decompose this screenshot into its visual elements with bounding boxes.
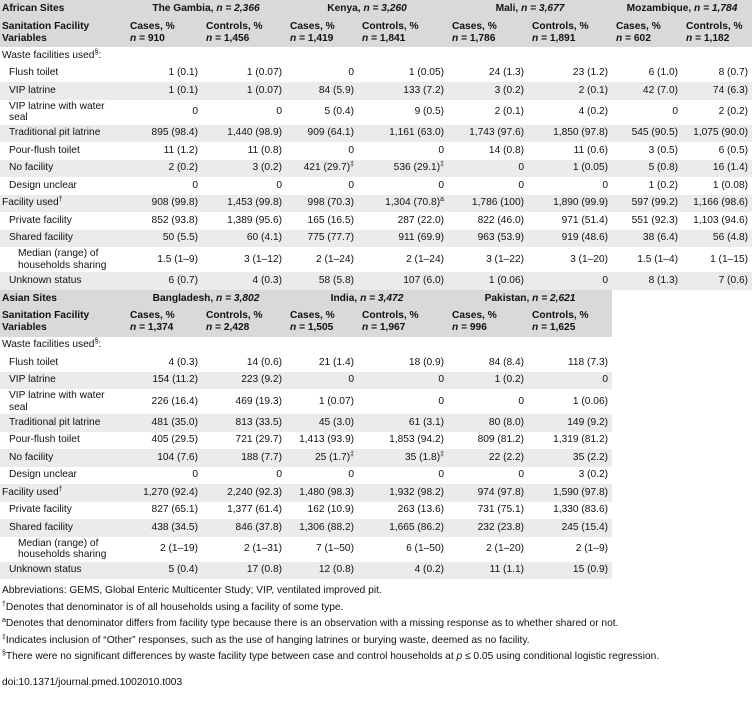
cell-value: 0 [192, 469, 198, 481]
cell-value: 6 (1–50) [406, 543, 445, 554]
table-row [0, 484, 752, 502]
cell-value: 2 (0.2) [718, 106, 749, 117]
cell-value: 6 (1.0) [648, 67, 679, 79]
column-header: Controls, % n = 1,182 [682, 18, 752, 47]
cell-value: 45 (3.0) [286, 414, 358, 432]
cell-value [202, 337, 286, 355]
cell-value: 545 (90.5) [612, 125, 682, 143]
cell-value: 0 [276, 106, 282, 117]
table-row [0, 449, 752, 467]
cell-value: 107 (6.0) [358, 272, 448, 290]
cell-value: 4 (0.3) [168, 356, 198, 368]
table-row [0, 354, 752, 372]
cell-value: 1.5 (1–4) [637, 253, 679, 265]
cell-value: 1 (0.2) [448, 372, 528, 390]
cell-value: 909 (64.1) [286, 125, 358, 143]
cell-value: 1.5 (1–9) [157, 253, 198, 265]
cell-value [358, 337, 448, 355]
asian-sites-section [0, 290, 752, 580]
table-row [0, 414, 752, 432]
row-label: Private facility [9, 214, 72, 226]
cell-value: 8 (1.3) [612, 272, 682, 290]
cell-value: 1 (0.05) [408, 67, 445, 79]
cell-value: 1 (1–15) [710, 253, 749, 265]
empty-cell [612, 389, 752, 414]
cell-value: 80 (8.0) [448, 414, 528, 432]
cell-value: 1 (0.1) [168, 67, 198, 79]
cell-value [286, 337, 358, 355]
cell-value: 2 (0.1) [528, 82, 612, 100]
empty-cell [612, 432, 752, 450]
cell-value: 58 (5.8) [286, 272, 358, 290]
cell-value: 5 (0.4) [126, 562, 202, 580]
cell-value: 1,306 (88.2) [286, 519, 358, 537]
row-label: Pour-flush toilet [9, 144, 80, 156]
row-label: Unknown status [0, 562, 126, 580]
cell-value: 61 (3.1) [358, 414, 448, 432]
row-label: Waste facilities used§: [2, 48, 102, 61]
empty-cell [612, 537, 752, 562]
cell-value: 118 (7.3) [567, 356, 609, 368]
cell-value: 1 (0.07) [318, 395, 354, 407]
cell-value: 963 (53.9) [448, 230, 528, 248]
cell-value: 60 (4.1) [202, 230, 286, 248]
row-label: VIP latrine with water seal [9, 390, 105, 413]
empty-cell [612, 467, 752, 485]
cell-value: 0 [518, 469, 525, 481]
cell-value: 597 (99.2) [612, 195, 682, 213]
doi-line: doi:10.1371/journal.pmed.1002010.t003 [2, 676, 183, 688]
footnote: $^a$Denotes that denominator differs from facility type because there is an observation with a missing response as to whether shared or not. [2, 617, 619, 629]
row-label: No facility [0, 449, 126, 467]
cell-value: 0 [438, 144, 445, 156]
site-name: Kenya, n = 3,260 [286, 0, 448, 18]
cell-value: 38 (6.4) [612, 230, 682, 248]
cell-value: 1,743 (97.6) [448, 125, 528, 143]
table-row [0, 82, 752, 100]
cell-value: 919 (48.6) [528, 230, 612, 248]
cell-value: 232 (23.8) [448, 519, 528, 537]
site-header-row [0, 0, 752, 18]
cell-value: 721 (29.7) [235, 434, 282, 446]
cell-value: 74 (6.3) [682, 82, 752, 100]
cell-value: 1 (0.08) [712, 179, 749, 191]
cell-value: 133 (7.2) [358, 82, 448, 100]
table-row [0, 125, 752, 143]
cell-value [286, 47, 358, 65]
cell-value: 2,240 (92.3) [202, 484, 286, 502]
cell-value: 1,440 (98.9) [202, 125, 286, 143]
empty-cell [612, 449, 752, 467]
cell-value: 23 (1.2) [572, 67, 609, 79]
cell-value: 1,161 (63.0) [358, 125, 448, 143]
row-label: Shared facility [0, 519, 126, 537]
cell-value: 15 (0.9) [528, 562, 612, 580]
cell-value: 287 (22.0) [397, 214, 445, 226]
cell-value: 2 (1–19) [160, 543, 198, 554]
cell-value: 846 (37.8) [202, 519, 286, 537]
cell-value: 245 (15.4) [528, 519, 612, 537]
cell-value: 18 (0.9) [408, 356, 445, 368]
table-row [0, 142, 752, 160]
cell-value: 1,786 (100) [448, 195, 528, 213]
column-header: Controls, % n = 1,456 [202, 18, 286, 47]
cell-value: 223 (9.2) [202, 372, 286, 390]
cell-value: 911 (69.9) [358, 230, 448, 248]
cell-value: 226 (16.4) [151, 395, 198, 407]
site-header-row [0, 290, 752, 308]
cell-value: 0 [438, 469, 445, 481]
row-label: Median (range) of households sharing [18, 248, 107, 271]
cell-value: 188 (7.7) [202, 449, 286, 467]
cell-value: 7 (0.6) [682, 272, 752, 290]
cell-value: 1 (0.07) [246, 67, 282, 79]
cell-value: 1,103 (94.6) [693, 214, 749, 226]
cell-value: 1,166 (98.6) [682, 195, 752, 213]
african-sites-section [0, 0, 752, 290]
cell-value [448, 47, 528, 65]
column-header: Cases, % n = 1,505 [286, 308, 358, 337]
cell-value: 2 (1–9) [575, 543, 609, 554]
cell-value: 6 (0.7) [126, 272, 202, 290]
cell-value: 162 (10.9) [307, 504, 354, 516]
variables-header: Sanitation Facility Variables [0, 308, 126, 337]
empty-cell [612, 290, 752, 308]
cell-value: 4 (0.2) [578, 106, 609, 117]
cell-value: 775 (77.7) [286, 230, 358, 248]
row-label: Traditional pit latrine [0, 125, 126, 143]
table-row [0, 272, 752, 290]
row-label: Design unclear [9, 179, 77, 191]
table-row [0, 372, 752, 390]
column-header: Controls, % n = 1,967 [358, 308, 448, 337]
cell-value: 3 (0.2) [448, 82, 528, 100]
cell-value: 0 [286, 372, 358, 390]
cell-value: 822 (46.0) [477, 214, 525, 226]
row-label: VIP latrine with water seal [9, 100, 105, 123]
cell-value: 0 [438, 395, 445, 407]
table-row [0, 432, 752, 450]
cell-value: 1,270 (92.4) [126, 484, 202, 502]
table-row [0, 65, 752, 83]
cell-value: 25 (1.7)‡ [286, 449, 358, 467]
site-name: Mali, n = 3,677 [448, 0, 612, 18]
cell-value: 1,304 $(70.8)^a$ [358, 195, 448, 213]
cell-value: 1,330 (83.6) [553, 504, 609, 516]
footnotes [0, 579, 752, 663]
row-label: VIP latrine [0, 82, 126, 100]
column-header: Controls, % n = 1,841 [358, 18, 448, 47]
table-row [0, 100, 752, 125]
cell-value: 536 (29.1)‡ [358, 160, 448, 178]
cell-value: 16 (1.4) [682, 160, 752, 178]
cell-value: 1 (0.05) [528, 160, 612, 178]
cell-value: 84 (8.4) [488, 356, 525, 368]
cell-value: 1,453 (99.8) [202, 195, 286, 213]
row-label: Median (range) of households sharing [18, 537, 107, 560]
cell-value: 971 (51.4) [561, 214, 609, 226]
table-row [0, 177, 752, 195]
cell-value: 2 (0.2) [126, 160, 202, 178]
cell-value: 3 (1–20) [570, 253, 609, 265]
row-label: Private facility [9, 504, 72, 516]
row-label: Pour-flush toilet [9, 434, 80, 446]
cell-value: 908 (99.8) [126, 195, 202, 213]
cell-value: 14 (0.8) [488, 144, 525, 156]
site-name: Pakistan, n = 2,621 [448, 290, 612, 308]
cell-value: 0 [518, 179, 525, 191]
cell-value: 149 (9.2) [528, 414, 612, 432]
table-row [0, 195, 752, 213]
column-header: Cases, % n = 910 [126, 18, 202, 47]
empty-cell [612, 414, 752, 432]
row-label: Facility used† [0, 195, 126, 213]
column-header: Cases, % n = 996 [448, 308, 528, 337]
cell-value: 1 (0.07) [202, 82, 286, 100]
cell-value: 9 (0.5) [414, 106, 445, 117]
cell-value: 35 (1.8)‡ [358, 449, 448, 467]
cell-value: 1,319 (81.2) [553, 434, 609, 446]
cell-value: 1,389 (95.6) [227, 214, 282, 226]
cell-value: 3 (0.2) [202, 160, 286, 178]
column-header: Cases, % n = 1,374 [126, 308, 202, 337]
cell-value: 24 (1.3) [488, 67, 525, 79]
cell-value: 35 (2.2) [528, 449, 612, 467]
cell-value: 1 (0.06) [572, 395, 609, 407]
site-name: Mozambique, n = 1,784 [612, 0, 752, 18]
cell-value: 42 (7.0) [612, 82, 682, 100]
cell-value: 2 (1–20) [486, 543, 525, 554]
cell-value [528, 337, 612, 355]
cell-value: 5 (0.4) [324, 106, 354, 117]
cell-value: 827 (65.1) [151, 504, 198, 516]
empty-cell [612, 354, 752, 372]
table-row [0, 537, 752, 562]
cell-value: 1,932 (98.2) [358, 484, 448, 502]
footnote: †Denotes that denominator is of all households using a facility of some type. [2, 600, 344, 613]
cell-value: 2 (1–24) [316, 253, 354, 265]
cell-value: 1,413 (93.9) [299, 434, 354, 446]
cell-value: 0 [448, 160, 528, 178]
cell-value: 1,075 (90.0) [682, 125, 752, 143]
row-label: Shared facility [0, 230, 126, 248]
cell-value: 1,850 (97.8) [528, 125, 612, 143]
footnote: Abbreviations: GEMS, Global Enteric Multicenter Study; VIP, ventilated improved pit. [2, 585, 382, 596]
cell-value: 974 (97.8) [448, 484, 528, 502]
cell-value: 0 [348, 144, 354, 156]
cell-value: 3 (0.2) [578, 469, 609, 481]
cell-value: 154 (11.2) [126, 372, 202, 390]
row-label: Flush toilet [9, 356, 59, 368]
cell-value: 2 (0.1) [494, 106, 525, 117]
empty-cell [612, 337, 752, 355]
row-label: Waste facilities used§: [2, 338, 102, 351]
cell-value: 84 (5.9) [286, 82, 358, 100]
cell-value: 2 (1–24) [406, 253, 445, 265]
cell-value: 0 [672, 106, 679, 117]
cell-value: 0 [348, 469, 354, 481]
cell-value: 731 (75.1) [477, 504, 525, 516]
table-row [0, 562, 752, 580]
cell-value: 0 [602, 179, 609, 191]
row-label: Facility used† [0, 484, 126, 502]
cell-value: 0 [528, 372, 612, 390]
cell-value: 3 (1–12) [244, 253, 282, 265]
cell-value: 22 (2.2) [448, 449, 528, 467]
cell-value: 1 (0.2) [648, 179, 679, 191]
empty-cell [612, 502, 752, 520]
table-row [0, 519, 752, 537]
cell-value: 11 (0.8) [247, 144, 282, 156]
cell-value: 551 (92.3) [631, 214, 679, 226]
column-header: Controls, % n = 2,428 [202, 308, 286, 337]
site-name: Bangladesh, n = 3,802 [126, 290, 286, 308]
cell-value: 0 [348, 179, 354, 191]
cell-value: 405 (29.5) [151, 434, 198, 446]
cell-value: 56 (4.8) [682, 230, 752, 248]
cell-value: 0 [348, 67, 354, 79]
table-row [0, 160, 752, 178]
cell-value: 438 (34.5) [126, 519, 202, 537]
cell-value: 4 (0.3) [202, 272, 286, 290]
empty-cell [612, 308, 752, 337]
cell-value: 14 (0.6) [246, 356, 282, 368]
column-header: Cases, % n = 602 [612, 18, 682, 47]
table-row [0, 337, 752, 355]
row-label: Traditional pit latrine [0, 414, 126, 432]
cell-value: 809 (81.2) [477, 434, 525, 446]
cell-value: 104 (7.6) [126, 449, 202, 467]
variables-header: Sanitation Facility Variables [0, 18, 126, 47]
cell-value [358, 47, 448, 65]
cell-value: 1,590 (97.8) [528, 484, 612, 502]
row-label: Flush toilet [9, 67, 59, 79]
cell-value [126, 337, 202, 355]
column-header: Cases, % n = 1,786 [448, 18, 528, 47]
column-header-row [0, 18, 752, 47]
footnote: §There were no significant differences by waste facility type between case and control households at p ≤ 0.05 using conditional logistic regression. [2, 650, 660, 662]
column-header-row [0, 308, 752, 337]
table-row [0, 230, 752, 248]
cell-value [202, 47, 286, 65]
cell-value: 1 (0.06) [448, 272, 528, 290]
cell-value: 1 (0.1) [126, 82, 202, 100]
cell-value: 6 (0.5) [718, 144, 749, 156]
cell-value: 3 (0.5) [648, 144, 679, 156]
cell-value [448, 337, 528, 355]
empty-cell [612, 484, 752, 502]
cell-value: 0 [518, 395, 525, 407]
cell-value: 0 [276, 469, 282, 481]
cell-value: 50 (5.5) [126, 230, 202, 248]
table-row [0, 247, 752, 272]
cell-value: 3 (1–22) [486, 253, 525, 265]
empty-cell [612, 372, 752, 390]
cell-value: 1,377 (61.4) [227, 504, 282, 516]
footnote: ‡Indicates inclusion of “Other” responses, such as the use of hanging latrines or burying waste, deemed as no facility. [2, 633, 530, 646]
row-label: Design unclear [9, 469, 77, 481]
cell-value: 17 (0.8) [202, 562, 286, 580]
cell-value: 895 (98.4) [126, 125, 202, 143]
cell-value: 12 (0.8) [286, 562, 358, 580]
cell-value: 0 [358, 372, 448, 390]
table-row [0, 47, 752, 65]
cell-value: 7 (1–50) [316, 543, 354, 554]
cell-value: 5 (0.8) [612, 160, 682, 178]
cell-value: 1,665 (86.2) [358, 519, 448, 537]
row-label: Unknown status [0, 272, 126, 290]
cell-value: 0 [276, 179, 282, 191]
cell-value: 4 (0.2) [358, 562, 448, 580]
table-row [0, 502, 752, 520]
table-row [0, 389, 752, 414]
cell-value: 421 (29.7)‡ [286, 160, 358, 178]
table-row [0, 467, 752, 485]
cell-value: 1,480 (98.3) [286, 484, 358, 502]
cell-value: 11 (0.6) [573, 144, 609, 156]
column-header: Controls, % n = 1,625 [528, 308, 612, 337]
row-label: VIP latrine [0, 372, 126, 390]
cell-value: 0 [438, 179, 445, 191]
cell-value: 0 [528, 272, 612, 290]
cell-value [682, 47, 752, 65]
cell-value [612, 47, 682, 65]
row-label: No facility [0, 160, 126, 178]
cell-value: 813 (33.5) [202, 414, 286, 432]
cell-value: 11 (1.1) [448, 562, 528, 580]
cell-value: 165 (16.5) [307, 214, 354, 226]
cell-value [126, 47, 202, 65]
cell-value: 0 [192, 106, 198, 117]
cell-value: 469 (19.3) [235, 395, 282, 407]
cell-value: 1,890 (99.9) [528, 195, 612, 213]
section-label: African Sites [0, 0, 126, 18]
site-name: The Gambia, n = 2,366 [126, 0, 286, 18]
cell-value: 0 [192, 179, 198, 191]
cell-value: 852 (93.8) [151, 214, 198, 226]
column-header: Cases, % n = 1,419 [286, 18, 358, 47]
cell-value: 8 (0.7) [718, 67, 749, 79]
cell-value: 11 (1.2) [163, 144, 198, 156]
cell-value: 481 (35.0) [126, 414, 202, 432]
table-row [0, 212, 752, 230]
cell-value: 2 (1–31) [244, 543, 282, 554]
cell-value: 21 (1.4) [318, 356, 354, 368]
empty-cell [612, 519, 752, 537]
column-header: Controls, % n = 1,891 [528, 18, 612, 47]
cell-value: 998 (70.3) [286, 195, 358, 213]
section-label: Asian Sites [0, 290, 126, 308]
site-name: India, n = 3,472 [286, 290, 448, 308]
empty-cell [612, 562, 752, 580]
cell-value: 1,853 (94.2) [389, 434, 445, 446]
cell-value [528, 47, 612, 65]
cell-value: 263 (13.6) [397, 504, 445, 516]
